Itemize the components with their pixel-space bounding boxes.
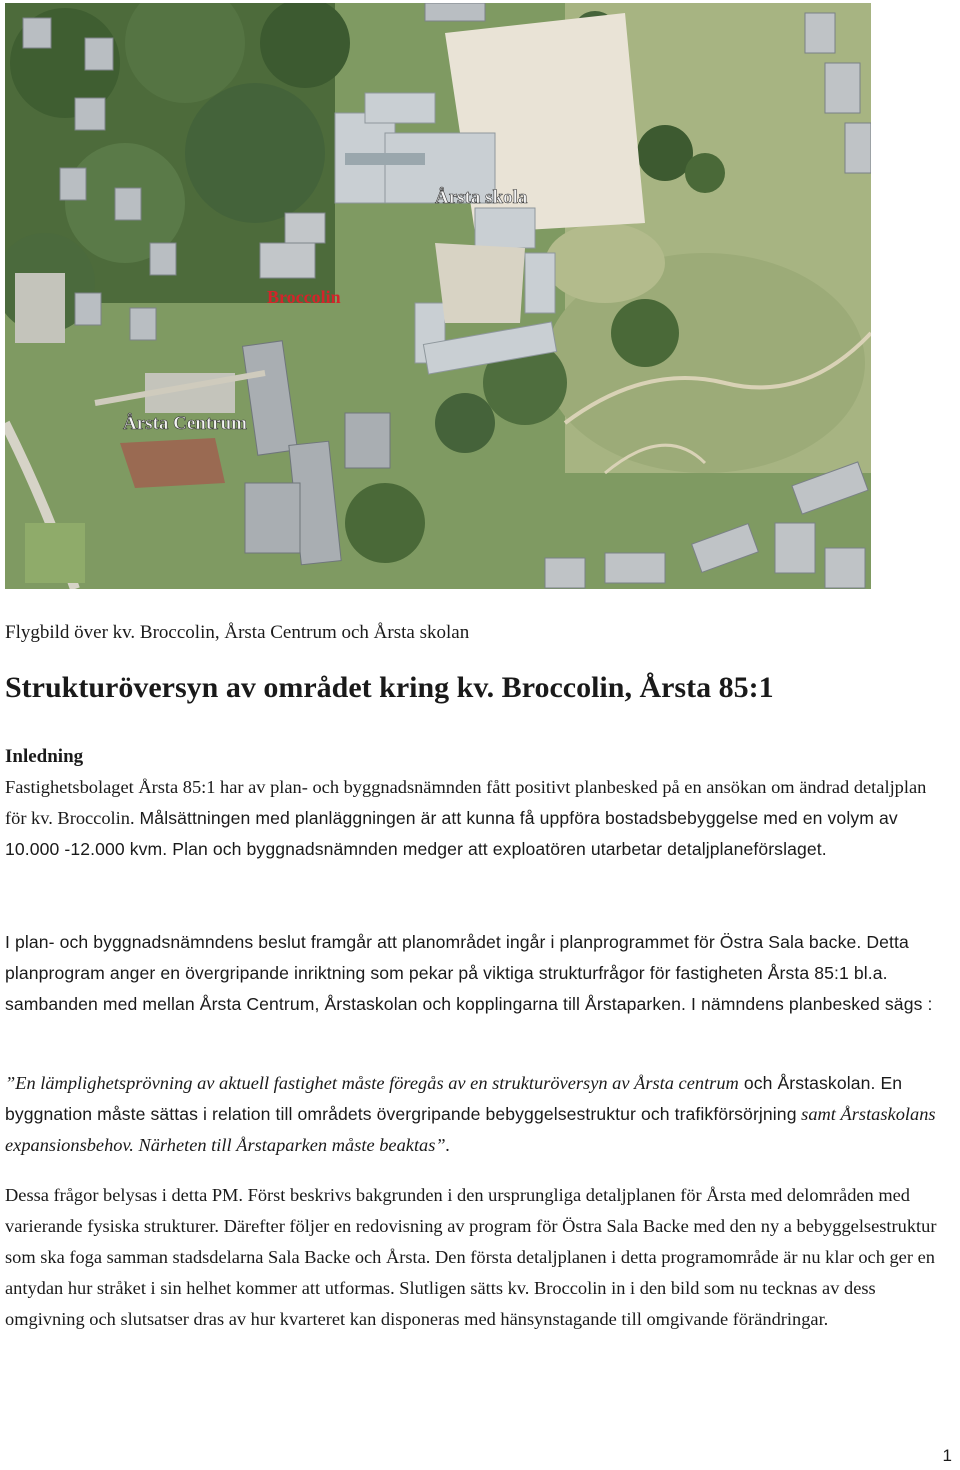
- intro-text-serif: Fastighetsbolaget Årsta 85:1 har av plan- och byggnadsnämnden fått positivt planbesked på en ansökan om ändrad detaljplan för kv. Broccolin.: [5, 777, 927, 828]
- quote-italic-end: samt Årstaskolans expansionsbehov. Närheten till Årstaparken måste beaktas”.: [5, 1104, 936, 1155]
- summary-paragraph: Dessa frågor belysas i detta PM. Först beskrivs bakgrunden i den ursprungliga detaljplanen för Årsta med delområden med varierande fysiska strukturer. Därefter följer en redovisning av program för Östra Sala Backe med den ny a bebyggelsestruktur som ska foga samman stadsdelarna Sala Backe och Årsta. Den första detaljplanen i detta programområde är nu klar och ger en antydan hur stråket i sin helhet kommer att utformas. Slutligen sätts kv. Broccolin in i den bild som nu tecknas av dess omgivning och slutsatser dras av hur kvarteret kan disponeras med hänsynstagande till omgivande förändringar.: [5, 1185, 937, 1329]
- map-label-school: Årsta skola: [435, 187, 528, 208]
- intro-text-sans: Målsättningen med planläggningen är att kunna få uppföra bostadsbebyggelse med en volym av 10.000 -12.000 kvm. Plan och byggnadsnämnden medger att exploatören utarbetar detaljplaneförslaget.: [5, 808, 898, 859]
- intro-paragraph: [5, 772, 952, 865]
- map-label-centrum: Årsta Centrum: [123, 413, 248, 434]
- aerial-photo: [5, 3, 871, 589]
- quote-paragraph: [5, 1068, 952, 1161]
- page-number: 1: [942, 1446, 952, 1465]
- section-heading: Inledning: [5, 746, 84, 767]
- map-label-broccolin: Broccolin: [267, 287, 341, 307]
- decision-paragraph: [5, 927, 952, 1020]
- decision-text-quote-lead: I nämndens planbesked sägs :: [686, 994, 933, 1014]
- quote-italic-start: ”En lämplighetsprövning av aktuell fastighet måste föregås av en strukturöversyn av Årsta centrum: [5, 1073, 739, 1093]
- image-caption: Flygbild över kv. Broccolin, Årsta Centrum och Årsta skolan: [5, 622, 470, 643]
- decision-text: I plan- och byggnadsnämndens beslut framgår att planområdet ingår i planprogrammet för Östra Sala backe. Detta planprogram anger en övergripande inriktning som pekar på viktiga strukturfrågor för fastigheten Årsta 85:1 bl.a. sambanden med mellan Årsta Centrum, Årstaskolan och kopplingarna till Årstaparken.: [5, 932, 909, 1014]
- quote-plain-text: och Årstaskolan. En byggnation måste sättas i relation till områdets övergripande bebyggelsestruktur och trafikförsörjning: [5, 1073, 903, 1124]
- document-title: Strukturöversyn av området kring kv. Broccolin, Årsta 85:1: [5, 671, 774, 704]
